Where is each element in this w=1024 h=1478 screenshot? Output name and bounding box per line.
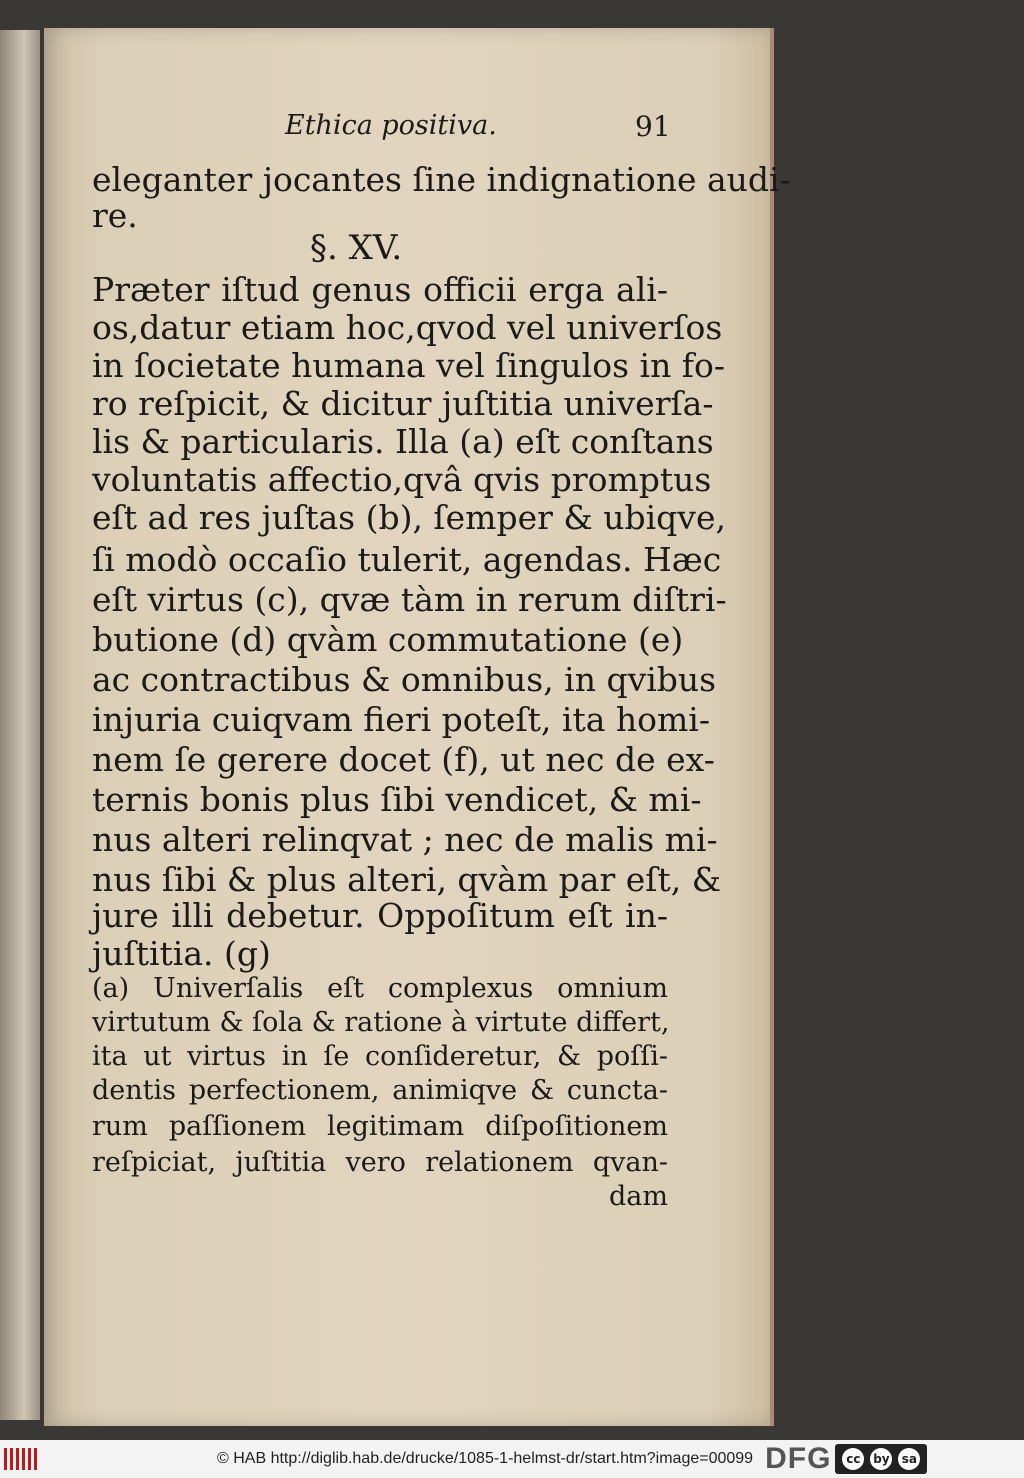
running-head: Ethica positiva. <box>285 110 497 141</box>
sa-icon: sa <box>898 1448 920 1470</box>
page-number: 91 <box>635 110 671 143</box>
license-badge[interactable] <box>835 1444 927 1474</box>
section-heading: §. XV. <box>310 228 403 268</box>
text-line: eleganter jocantes ſine indignatione audi- <box>92 160 791 199</box>
body-line: nus ſibi & plus alteri, qvàm par eſt, & <box>92 860 722 899</box>
body-line: os,datur etiam hoc,qvod vel univerſos <box>92 308 723 347</box>
catchword: dam <box>609 1181 668 1212</box>
hab-logo-icon <box>4 1446 42 1472</box>
body-line: nem ſe gerere docet (f), ut nec de ex- <box>92 740 715 779</box>
text-line: re. <box>92 196 138 235</box>
footnote-line: ita ut virtus in ſe conſideretur, & poſſi- <box>92 1041 668 1072</box>
attribution-link[interactable]: © HAB http://diglib.hab.de/drucke/1085-1-helmst-dr/start.htm?image=00099 <box>217 1450 754 1467</box>
body-line: ro reſpicit, & dicitur juſtitia univerſa- <box>92 384 714 423</box>
body-line: eſt virtus (c), qvæ tàm in rerum diſtri- <box>92 580 727 619</box>
footnote-line: rum paſſionem legitimam diſpoſitionem <box>92 1111 668 1142</box>
body-line: nus alteri relinqvat ; nec de malis mi- <box>92 820 718 859</box>
body-line: ternis bonis plus ſibi vendicet, & mi- <box>92 780 702 819</box>
footnote-line: reſpiciat, juſtitia vero relationem qvan- <box>92 1147 668 1178</box>
body-line: lis & particularis. Illa (a) eſt conſtans <box>92 422 714 461</box>
body-line: butione (d) qvàm commutatione (e) <box>92 620 684 659</box>
dfg-logo: DFG <box>765 1442 832 1475</box>
footnote-line: (a) Univerſalis eſt complexus omnium <box>92 973 668 1004</box>
body-line: Præter iſtud genus officii erga ali- <box>92 270 668 309</box>
cc-icon: cc <box>842 1448 864 1470</box>
underlying-page-edge <box>0 30 40 1420</box>
by-icon: by <box>870 1448 892 1470</box>
viewer-footer <box>0 1440 1024 1478</box>
footnote-line: virtutum & ſola & ratione à virtute differt, <box>92 1007 670 1038</box>
body-line: eſt ad res juſtas (b), ſemper & ubiqve, <box>92 498 726 537</box>
body-line: injuria cuiqvam fieri poteſt, ita homi- <box>92 700 710 739</box>
body-line: in ſocietate humana vel ſingulos in fo- <box>92 346 726 385</box>
body-line: voluntatis affectio,qvâ qvis promptus <box>92 460 712 499</box>
body-line: ſi modò occaſio tulerit, agendas. Hæc <box>92 540 722 579</box>
body-line: jure illi debetur. Oppoſitum eſt in- <box>92 896 668 935</box>
body-line: juſtitia. (g) <box>92 934 271 973</box>
body-line: ac contractibus & omnibus, in qvibus <box>92 660 717 699</box>
footnote-line: dentis perfectionem, animiqve & cuncta- <box>92 1075 668 1106</box>
